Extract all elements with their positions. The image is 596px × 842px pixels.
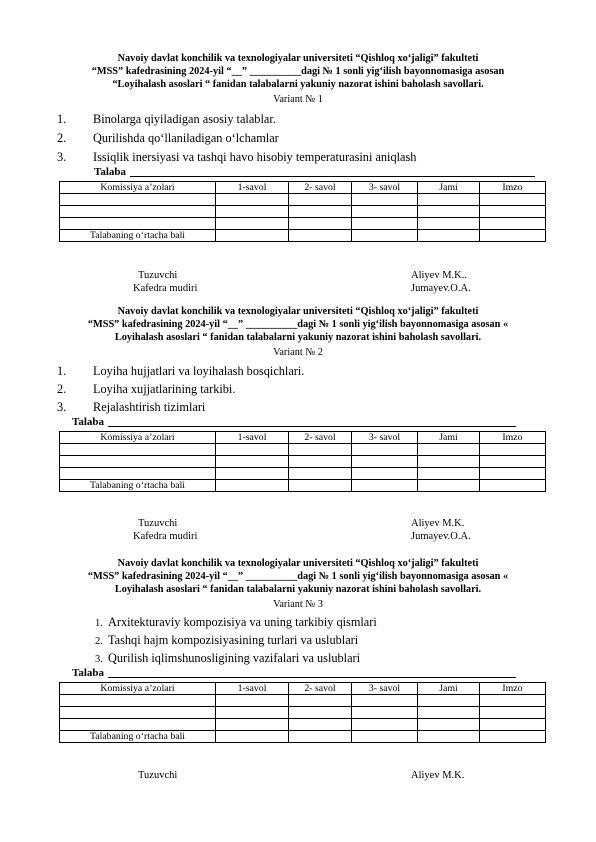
- col-header: 3- savol: [352, 432, 418, 444]
- grade-cell[interactable]: [418, 719, 480, 731]
- col-header: 3- savol: [352, 182, 418, 194]
- grade-cell[interactable]: [480, 480, 546, 492]
- col-header: Komissiya a’zolari: [60, 432, 216, 444]
- question-number: 1.: [95, 618, 103, 629]
- signatory-name: Aliyev M.K..: [411, 270, 467, 281]
- variant-2-header: [0, 305, 596, 344]
- question-number: 3.: [95, 654, 103, 665]
- grade-cell[interactable]: [60, 695, 216, 707]
- grade-cell[interactable]: [352, 719, 418, 731]
- question-number: 2.: [57, 382, 67, 396]
- question-text: Qurilish iqlimshunosligining vazifalari va uslublari: [108, 651, 361, 665]
- signature-left: [133, 269, 198, 295]
- grade-cell[interactable]: [418, 230, 480, 242]
- grade-cell[interactable]: [480, 194, 546, 206]
- grade-cell[interactable]: [480, 695, 546, 707]
- grade-cell[interactable]: [289, 468, 352, 480]
- table-header-row: [60, 182, 546, 194]
- talaba-label: Talaba: [94, 166, 127, 178]
- table-footer-row: [60, 480, 546, 492]
- grade-cell[interactable]: [352, 456, 418, 468]
- table-row: [60, 218, 546, 230]
- question-1: [57, 364, 304, 378]
- grade-cell[interactable]: [289, 707, 352, 719]
- table-row: [60, 444, 546, 456]
- grade-cell[interactable]: [480, 230, 546, 242]
- grade-cell[interactable]: [418, 480, 480, 492]
- question-3: [57, 400, 205, 414]
- grade-cell[interactable]: [480, 719, 546, 731]
- grade-cell[interactable]: [352, 444, 418, 456]
- col-header: 1-savol: [216, 182, 289, 194]
- header-subject-line: Loyihalash asoslari “ fanidan talabalarni yakuniy nazorat ishini baholash savollari.: [114, 332, 482, 343]
- question-text: Qurilishda qoʻllaniladigan oʻlchamlar: [93, 131, 279, 145]
- grade-cell[interactable]: [352, 468, 418, 480]
- col-header: Komissiya a’zolari: [60, 182, 216, 194]
- table-header-row: [60, 432, 546, 444]
- col-header: Imzo: [480, 182, 546, 194]
- grade-cell[interactable]: [216, 695, 289, 707]
- grade-cell[interactable]: [418, 456, 480, 468]
- signature-right: [411, 517, 471, 543]
- question-3: [57, 150, 416, 164]
- question-number: 1.: [57, 364, 67, 378]
- grade-cell[interactable]: [418, 731, 480, 743]
- table-row: [60, 456, 546, 468]
- grade-table: [59, 431, 546, 492]
- grade-cell[interactable]: [352, 731, 418, 743]
- grade-cell[interactable]: [60, 468, 216, 480]
- header-university-line: Navoiy davlat konchilik va texnologiyalar universiteti “Qishloq xoʻjaligi” fakulteti: [117, 53, 479, 64]
- grade-cell[interactable]: [289, 206, 352, 218]
- grade-cell[interactable]: [352, 218, 418, 230]
- table-row: [60, 719, 546, 731]
- grade-cell[interactable]: [418, 695, 480, 707]
- question-text: Loyiha hujjatlari va loyihalash bosqichlari.: [93, 364, 305, 378]
- col-header: 2- savol: [289, 182, 352, 194]
- variant-label: Variant № 2: [273, 347, 323, 358]
- grade-cell[interactable]: [216, 194, 289, 206]
- table-row: [60, 707, 546, 719]
- header-subject-line: Loyihalash asoslari “ fanidan talabalarni yakuniy nazorat ishini baholash savollari.: [114, 584, 482, 595]
- grade-cell[interactable]: [216, 719, 289, 731]
- grade-cell[interactable]: [352, 480, 418, 492]
- signatory-name: Aliyev M.K.: [411, 770, 465, 781]
- table-row: [60, 468, 546, 480]
- grade-cell[interactable]: [480, 206, 546, 218]
- question-2: [57, 131, 279, 145]
- grade-cell[interactable]: [289, 480, 352, 492]
- average-score-label: Talabaning oʻrtacha bali: [60, 731, 216, 743]
- grade-cell[interactable]: [289, 695, 352, 707]
- grade-cell[interactable]: [60, 444, 216, 456]
- col-header: Jami: [418, 432, 480, 444]
- grade-cell[interactable]: [289, 444, 352, 456]
- col-header: Komissiya a’zolari: [60, 683, 216, 695]
- grade-cell[interactable]: [352, 194, 418, 206]
- grade-cell[interactable]: [289, 731, 352, 743]
- table-header-row: [60, 683, 546, 695]
- question-2: [95, 633, 358, 649]
- grade-cell[interactable]: [216, 731, 289, 743]
- talaba-name-line[interactable]: [130, 176, 535, 177]
- question-text: Rejalashtirish tizimlari: [93, 400, 206, 414]
- grade-cell[interactable]: [289, 218, 352, 230]
- grade-cell[interactable]: [60, 218, 216, 230]
- signature-role: Tuzuvchi: [138, 270, 178, 281]
- talaba-label: Talaba: [72, 667, 105, 679]
- table-row: [60, 194, 546, 206]
- talaba-name-line[interactable]: [108, 426, 516, 427]
- table-row: [60, 206, 546, 218]
- grade-cell[interactable]: [60, 194, 216, 206]
- grade-cell[interactable]: [216, 707, 289, 719]
- grade-cell[interactable]: [289, 230, 352, 242]
- grade-cell[interactable]: [289, 719, 352, 731]
- question-number: 3.: [57, 400, 67, 414]
- signature-role: Kafedra mudiri: [133, 531, 198, 542]
- grade-cell[interactable]: [480, 218, 546, 230]
- grade-cell[interactable]: [480, 468, 546, 480]
- signature-left: [133, 517, 198, 543]
- grade-cell[interactable]: [216, 468, 289, 480]
- col-header: 1-savol: [216, 683, 289, 695]
- grade-table: [59, 682, 546, 743]
- grade-cell[interactable]: [216, 206, 289, 218]
- grade-cell[interactable]: [480, 444, 546, 456]
- grade-cell[interactable]: [418, 707, 480, 719]
- question-2: [57, 382, 235, 396]
- question-3: [95, 651, 360, 667]
- grade-cell[interactable]: [418, 194, 480, 206]
- question-text: Binolarga qiyiladigan asosiy talablar.: [93, 112, 276, 126]
- col-header: 1-savol: [216, 432, 289, 444]
- grade-cell[interactable]: [418, 218, 480, 230]
- table-footer-row: [60, 230, 546, 242]
- col-header: Jami: [418, 683, 480, 695]
- signatory-name: Jumayev.O.A.: [411, 531, 471, 542]
- question-number: 2.: [57, 131, 67, 145]
- grade-cell[interactable]: [60, 456, 216, 468]
- question-number: 2.: [95, 636, 103, 647]
- col-header: 2- savol: [289, 432, 352, 444]
- question-number: 3.: [57, 150, 67, 164]
- grade-cell[interactable]: [60, 206, 216, 218]
- grade-cell[interactable]: [352, 206, 418, 218]
- grade-cell[interactable]: [216, 480, 289, 492]
- average-score-label: Talabaning oʻrtacha bali: [60, 480, 216, 492]
- grade-cell[interactable]: [216, 444, 289, 456]
- signature-role: Kafedra mudiri: [133, 283, 198, 294]
- signature-right: [411, 269, 471, 295]
- header-subject-line: “Loyihalash asoslari “ fanidan talabalarni yakuniy nazorat ishini baholash savollari.: [112, 79, 484, 90]
- signature-right: [411, 769, 464, 782]
- table-footer-row: [60, 731, 546, 743]
- header-university-line: Navoiy davlat konchilik va texnologiyalar universiteti “Qishloq xoʻjaligi” fakulteti: [117, 306, 479, 317]
- header-kafedra-line: “MSS” kafedrasining 2024-yil “__” __________dagi № 1 sonli yigʻilish bayonnomasiga asosan «: [87, 319, 509, 330]
- grade-cell[interactable]: [480, 707, 546, 719]
- talaba-name-line[interactable]: [108, 677, 516, 678]
- question-text: Issiqlik inersiyasi va tashqi havo hisobiy temperaturasini aniqlash: [93, 150, 417, 164]
- grade-cell[interactable]: [352, 695, 418, 707]
- question-1: [57, 112, 276, 126]
- question-text: Arxitekturaviy kompozisiya va uning tarkibiy qismlari: [108, 615, 377, 629]
- signature-role: Tuzuvchi: [138, 770, 178, 781]
- variant-label: Variant № 1: [273, 94, 323, 105]
- talaba-label: Talaba: [72, 416, 105, 428]
- variant-1-header: [0, 52, 596, 91]
- signature-role: Tuzuvchi: [138, 518, 178, 529]
- grade-cell[interactable]: [289, 456, 352, 468]
- question-text: Loyiha xujjatlarining tarkibi.: [93, 382, 236, 396]
- grade-cell[interactable]: [352, 230, 418, 242]
- grade-cell[interactable]: [289, 194, 352, 206]
- question-number: 1.: [57, 112, 67, 126]
- grade-cell[interactable]: [216, 230, 289, 242]
- grade-table: [59, 181, 546, 242]
- grade-cell[interactable]: [418, 206, 480, 218]
- variant-3-header: [0, 557, 596, 596]
- grade-cell[interactable]: [60, 707, 216, 719]
- col-header: Imzo: [480, 683, 546, 695]
- grade-cell[interactable]: [480, 731, 546, 743]
- signatory-name: Aliyev M.K.: [411, 518, 465, 529]
- header-kafedra-line: “MSS” kafedrasining 2024-yil “__” __________dagi № 1 sonli yigʻilish bayonnomasiga asosan: [91, 66, 505, 77]
- question-1: [95, 615, 377, 631]
- grade-cell[interactable]: [216, 218, 289, 230]
- col-header: 3- savol: [352, 683, 418, 695]
- table-row: [60, 695, 546, 707]
- grade-cell[interactable]: [216, 456, 289, 468]
- header-university-line: Navoiy davlat konchilik va texnologiyalar universiteti “Qishloq xoʻjaligi” fakulteti: [117, 558, 479, 569]
- grade-cell[interactable]: [60, 719, 216, 731]
- signature-left: [138, 769, 177, 782]
- average-score-label: Talabaning oʻrtacha bali: [60, 230, 216, 242]
- col-header: Jami: [418, 182, 480, 194]
- grade-cell[interactable]: [418, 444, 480, 456]
- grade-cell[interactable]: [418, 468, 480, 480]
- question-text: Tashqi hajm kompozisiyasining turlari va uslublari: [108, 633, 359, 647]
- grade-cell[interactable]: [480, 456, 546, 468]
- header-kafedra-line: “MSS” kafedrasining 2024-yil “__” __________dagi № 1 sonli yigʻilish bayonnomasiga asosan «: [87, 571, 509, 582]
- grade-cell[interactable]: [352, 707, 418, 719]
- col-header: Imzo: [480, 432, 546, 444]
- variant-label: Variant № 3: [273, 599, 323, 610]
- signatory-name: Jumayev.O.A.: [411, 283, 471, 294]
- col-header: 2- savol: [289, 683, 352, 695]
